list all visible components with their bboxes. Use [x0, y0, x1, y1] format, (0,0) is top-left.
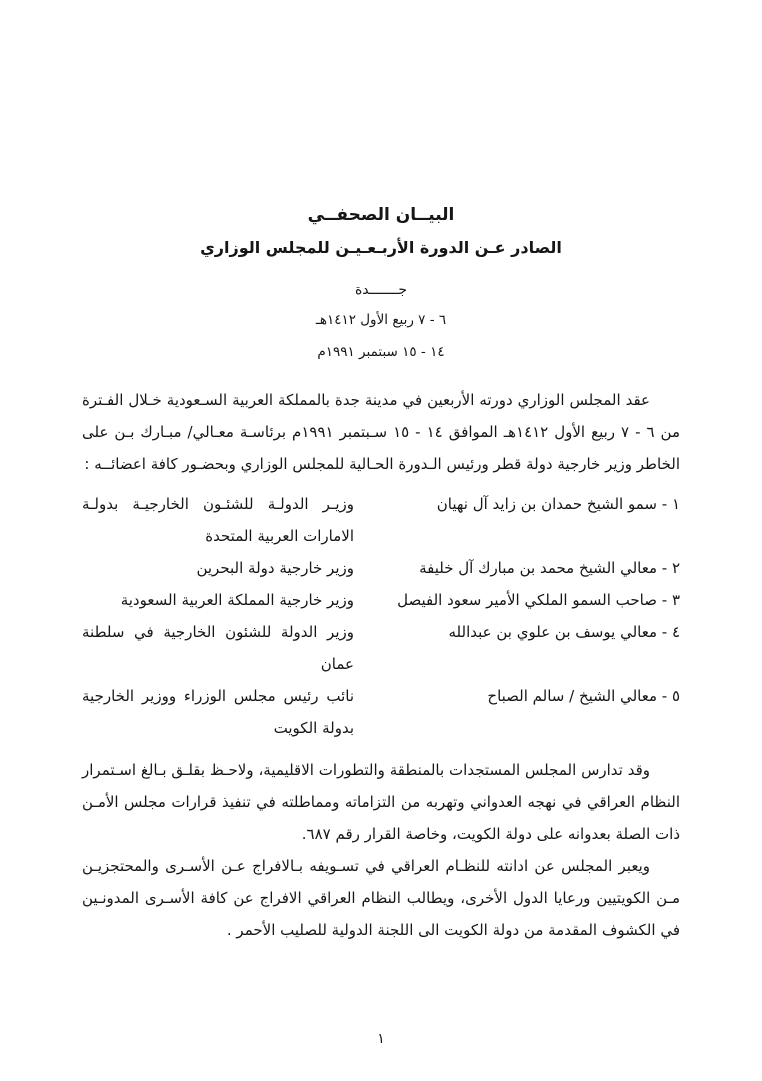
location-line: جـــــــدة: [354, 281, 408, 298]
attendee-row: [82, 680, 680, 744]
attendee-name: ٥ - معالي الشيخ / سالم الصباح: [487, 686, 680, 705]
attendee-name: ١ - سمو الشيخ حمدان بن زايد آل نهيان: [436, 494, 680, 513]
attendee-title: وزيـر الدولـة للشئـون الخارجيـة بدولـة الامارات العربية المتحدة: [82, 494, 354, 545]
document-subtitle: الصادر عـن الدورة الأربـعـيـن للمجلس الوزاري: [200, 238, 562, 258]
attendee-title: وزير خارجية المملكة العربية السعودية: [120, 590, 354, 609]
document-title: البيــان الصحفــي: [307, 205, 455, 225]
attendees-list: [82, 488, 680, 744]
body-paragraph-2: وقد تدارس المجلس المستجدات بالمنطقة والتطورات الاقليمية، ولاحـظ بقلـق بـالغ اسـتمرار النظام العراقي في نهجه العدواني وتهربه من التزاماته ومماطلته في تنفيذ قرارات مجلس الأمـن ذات الصلة بعدوانه على دولة الكويت، وخاصة القرار رقم ٦٨٧.: [82, 760, 680, 843]
attendee-row: [82, 488, 680, 552]
body-paragraph-3: ويعبر المجلس عن ادانته للنظـام العراقي في تسـويفه بـالافراج عـن الأسـرى والمحتجزيـن مـن الكويتيين ورعايا الدول الأخرى، ويطالب النظام العراقي الافراج عن كافة الأسـرى المدونـين في الكشوف المقدمة من دولة الكويت الى اللجنة الدولية للصليب الأحمر .: [82, 856, 680, 939]
attendee-title: وزير خارجية دولة البحرين: [196, 558, 354, 577]
attendee-name: ٤ - معالي يوسف بن علوي بن عبدالله: [448, 622, 680, 641]
hijri-date-line: ٦ - ٧ ربيع الأول ١٤١٢هـ: [315, 312, 447, 329]
attendee-row: [82, 584, 680, 616]
attendee-title: وزير الدولة للشئون الخارجية في سلطنة عمان: [82, 622, 354, 673]
page-number: ١: [377, 1031, 385, 1047]
attendee-row: [82, 552, 680, 584]
attendee-name: ٣ - صاحب السمو الملكي الأمير سعود الفيصل: [397, 590, 680, 609]
gregorian-date-line: ١٤ - ١٥ سبتمبر ١٩٩١م: [317, 343, 445, 360]
attendee-name: ٢ - معالي الشيخ محمد بن مبارك آل خليفة: [419, 558, 680, 577]
attendee-title: نائب رئيس مجلس الوزراء ووزير الخارجية بدولة الكويت: [82, 686, 354, 737]
attendee-row: [82, 616, 680, 680]
intro-paragraph: عقد المجلس الوزاري دورته الأربعين في مدينة جدة بالمملكة العربية السـعودية خـلال الفـترة من ٦ - ٧ ربيع الأول ١٤١٢هـ الموافق ١٤ - ١٥ سـبتمبر ١٩٩١م برئاسـة معـالي/ مبـارك بـن على الخاطر وزير خارجية دولة قطر ورئيس الـدورة الحـالية للمجلس الوزاري وبحضـور كافة اعضائــه :: [82, 390, 680, 473]
